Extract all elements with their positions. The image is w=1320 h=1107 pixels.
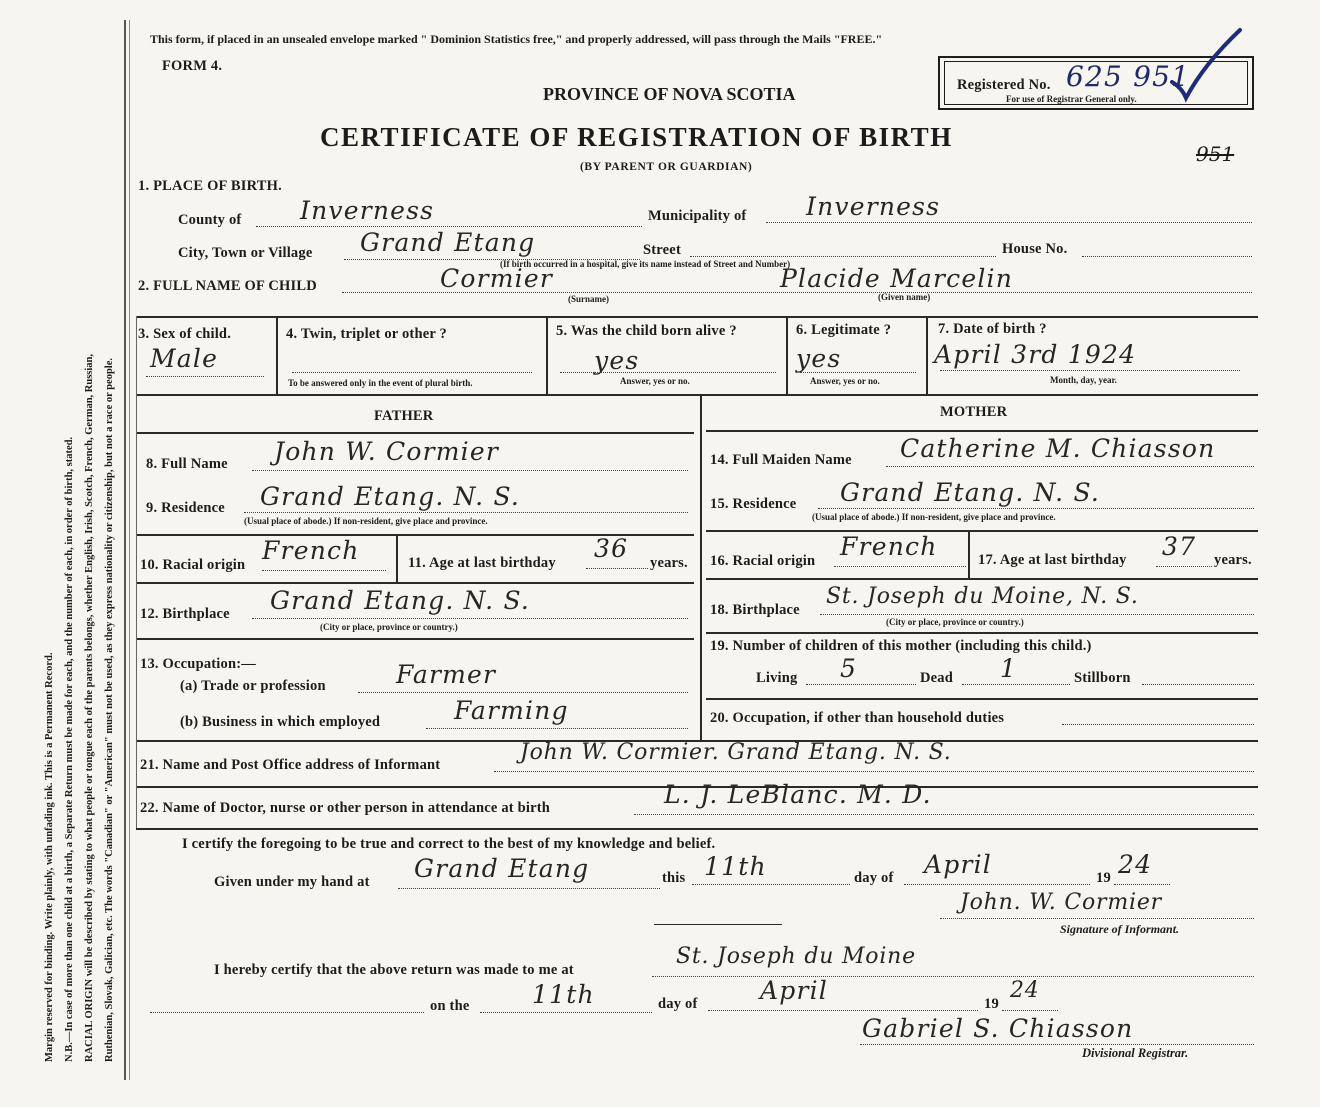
father-occupation-label: 13. Occupation:—	[140, 656, 256, 672]
county-line	[256, 226, 642, 227]
doctor-value: L. J. LeBlanc. M. D.	[664, 780, 932, 809]
legitimate-caption: Answer, yes or no.	[810, 376, 880, 386]
mother-birthplace-value: St. Joseph du Moine, N. S.	[826, 584, 1139, 609]
mother-birthplace-note: (City or place, province or country.)	[886, 617, 1024, 627]
father-race-line	[262, 570, 386, 571]
mother-name-label: 14. Full Maiden Name	[710, 452, 852, 468]
mother-birthplace-label: 18. Birthplace	[710, 602, 800, 618]
mother-race-line	[834, 566, 966, 567]
certificate-title: CERTIFICATE OF REGISTRATION OF BIRTH	[320, 122, 953, 152]
municipality-value: Inverness	[806, 192, 941, 221]
dead-line	[962, 684, 1070, 685]
mother-residence-note: (Usual place of abode.) If non-resident, give place and province.	[812, 512, 1056, 522]
sex-line	[146, 376, 264, 377]
father-birthplace-line	[252, 618, 688, 619]
mother-heading: MOTHER	[940, 404, 1008, 420]
form-number: FORM 4.	[162, 58, 223, 74]
margin-note-2: N.B.—In case of more than one child at a birth, a Separate Return must be made for each, and the number of each, in order of birth, stated.	[64, 436, 75, 1062]
registrar-note: For use of Registrar General only.	[1006, 94, 1137, 104]
mother-name-line	[886, 466, 1254, 467]
mother-race-value: French	[840, 532, 938, 561]
informant-signature-caption: Signature of Informant.	[1060, 922, 1180, 936]
child-given-name: Placide Marcelin	[780, 264, 1014, 293]
rule-row3-bottom	[136, 394, 1258, 396]
mother-residence-value: Grand Etang. N. S.	[840, 478, 1101, 507]
children-count-label: 19. Number of children of this mother (including this child.)	[710, 638, 1092, 654]
legitimate-line	[800, 372, 916, 373]
born-alive-caption: Answer, yes or no.	[620, 376, 690, 386]
given-day-value: 11th	[704, 852, 767, 881]
father-residence-value: Grand Etang. N. S.	[260, 482, 521, 511]
legitimate-value: yes	[796, 344, 842, 373]
mother-age-label: 17. Age at last birthday	[978, 552, 1127, 568]
rule-witness	[654, 924, 782, 925]
twin-note: To be answered only in the event of plural birth.	[288, 378, 473, 388]
rule-mother-16	[706, 578, 1258, 580]
stillborn-line	[1142, 684, 1254, 685]
father-residence-line	[244, 512, 688, 513]
registrar-year-value: 24	[1010, 978, 1040, 1003]
registrar-month-value: April	[760, 976, 828, 1005]
binding-rule	[124, 20, 126, 1080]
twin-line	[292, 372, 532, 373]
dead-label: Dead	[920, 670, 954, 686]
father-heading: FATHER	[374, 408, 434, 424]
date-of-birth-line	[940, 370, 1240, 371]
child-surname: Cormier	[440, 264, 553, 293]
father-residence-label: 9. Residence	[146, 500, 225, 516]
city-label: City, Town or Village	[178, 245, 313, 261]
mother-residence-label: 15. Residence	[710, 496, 797, 512]
informant-value: John W. Cormier. Grand Etang. N. S.	[520, 740, 952, 765]
municipality-line	[766, 222, 1252, 223]
rule-row3-v3	[786, 316, 788, 394]
father-business-value: Farming	[454, 696, 569, 725]
living-line	[806, 684, 916, 685]
informant-label: 21. Name and Post Office address of Informant	[140, 757, 441, 773]
father-birthplace-value: Grand Etang. N. S.	[270, 586, 531, 615]
registrar-day-line	[480, 1012, 652, 1013]
registrar-month-line	[708, 1010, 978, 1011]
house-label: House No.	[1002, 241, 1068, 257]
rule-father-10	[136, 582, 694, 584]
rule-row3-v4	[926, 316, 928, 394]
rule-father-10-v	[396, 534, 398, 582]
living-value: 5	[840, 654, 858, 683]
father-business-label: (b) Business in which employed	[180, 714, 381, 730]
father-name-line	[252, 470, 688, 471]
father-name-label: 8. Full Name	[146, 456, 228, 472]
mother-occupation-label: 20. Occupation, if other than household duties	[710, 710, 1005, 726]
rule-mother-16-v	[968, 530, 970, 578]
rule-mother-heading	[706, 430, 1258, 432]
rule-row3-v2	[546, 316, 548, 394]
given-place-line	[398, 888, 660, 889]
date-of-birth-label: 7. Date of birth ?	[938, 321, 1047, 337]
father-residence-note: (Usual place of abode.) If non-resident, give place and province.	[244, 516, 488, 526]
born-alive-line	[560, 372, 776, 373]
registrar-lead-line	[150, 1012, 424, 1013]
father-business-line	[426, 728, 688, 729]
mother-age-value: 37	[1162, 532, 1197, 561]
legitimate-label: 6. Legitimate ?	[796, 322, 892, 338]
certificate-subtitle: (BY PARENT OR GUARDIAN)	[580, 161, 753, 173]
margin-note-4: Ruthenian, Slovak, Galician, etc. The words "Canadian" or "American" must not be used, as they express nationality or citizenship, but not a race or people.	[104, 357, 115, 1062]
father-birthplace-note: (City or place, province or country.)	[320, 622, 458, 632]
father-race-value: French	[262, 536, 360, 565]
registered-number: 625 951	[1066, 60, 1191, 93]
given-under-label: Given under my hand at	[214, 874, 370, 890]
registrar-year-line	[1002, 1010, 1058, 1011]
date-of-birth-caption: Month, day, year.	[1050, 375, 1117, 385]
rule-mother-18	[706, 632, 1258, 634]
father-age-unit: years.	[650, 555, 688, 571]
registered-label: Registered No.	[957, 77, 1051, 93]
hospital-note: (If birth occurred in a hospital, give its name instead of Street and Number)	[500, 259, 791, 269]
rule-22	[136, 828, 1258, 830]
rule-row3-top	[136, 316, 1258, 318]
given-this-label: this	[662, 870, 686, 886]
mother-age-line	[1156, 566, 1212, 567]
father-trade-label: (a) Trade or profession	[180, 678, 326, 694]
given-place-value: Grand Etang	[414, 854, 590, 883]
margin-note-1: Margin reserved for binding. Write plainly, with unfading ink. This is a Permanent Record.	[44, 652, 55, 1062]
municipality-label: Municipality of	[648, 208, 747, 224]
rule-father-heading	[136, 432, 694, 434]
sex-label: 3. Sex of child.	[138, 326, 232, 342]
county-value: Inverness	[300, 196, 435, 225]
house-line	[1082, 256, 1252, 257]
date-of-birth-value: April 3rd 1924	[934, 340, 1137, 369]
born-alive-value: yes	[594, 346, 640, 375]
registrar-signature-caption: Divisional Registrar.	[1082, 1046, 1189, 1060]
parents-divider	[700, 394, 702, 740]
child-name-label: 2. FULL NAME OF CHILD	[138, 278, 317, 294]
rule-row3-v1	[276, 316, 278, 394]
born-alive-label: 5. Was the child born alive ?	[556, 323, 737, 339]
father-trade-value: Farmer	[396, 660, 497, 689]
place-of-birth-label: 1. PLACE OF BIRTH.	[138, 178, 282, 194]
father-age-value: 36	[594, 534, 629, 563]
given-month-line	[904, 884, 1090, 885]
stillborn-label: Stillborn	[1074, 670, 1131, 686]
father-name-value: John W. Cormier	[274, 437, 500, 466]
registrar-signature-line	[860, 1044, 1254, 1045]
registrar-statement: I hereby certify that the above return was made to me at	[214, 962, 574, 978]
dead-value: 1	[1000, 654, 1018, 683]
living-label: Living	[756, 670, 798, 686]
father-birthplace-label: 12. Birthplace	[140, 606, 230, 622]
registrar-on-label: on the	[430, 998, 470, 1014]
registrar-signature: Gabriel S. Chiasson	[862, 1014, 1134, 1043]
informant-signature: John. W. Cormier	[960, 890, 1162, 915]
registrar-year-prefix: 19	[984, 996, 999, 1012]
doctor-line	[634, 814, 1254, 815]
father-age-label: 11. Age at last birthday	[408, 555, 556, 571]
certify-statement: I certify the foregoing to be true and correct to the best of my knowledge and belief.	[182, 836, 716, 852]
informant-signature-line	[940, 918, 1254, 919]
check-mark-icon	[1168, 24, 1248, 104]
rule-mother-19	[706, 698, 1258, 700]
informant-line	[494, 771, 1254, 772]
postal-notice: This form, if placed in an unsealed envelope marked " Dominion Statistics free," and properly addressed, will pass through the Mails "FREE."	[150, 32, 883, 46]
surname-caption: (Surname)	[568, 294, 609, 304]
county-label: County of	[178, 212, 242, 228]
mother-race-label: 16. Racial origin	[710, 553, 816, 569]
mother-name-value: Catherine M. Chiasson	[900, 434, 1216, 463]
given-name-caption: (Given name)	[878, 292, 931, 302]
given-day-line	[692, 884, 850, 885]
father-race-label: 10. Racial origin	[140, 557, 246, 573]
mother-age-unit: years.	[1214, 552, 1252, 568]
sex-value: Male	[150, 344, 219, 373]
registrar-day-value: 11th	[532, 980, 595, 1009]
mother-birthplace-line	[820, 614, 1254, 615]
margin-note-3: RACIAL ORIGIN will be described by stating to what people or tongue each of the parents belongs, whether English, Irish, Scotch, French, German, Russian,	[84, 353, 95, 1062]
registrar-place-value: St. Joseph du Moine	[676, 944, 916, 969]
street-line	[690, 256, 996, 257]
city-value: Grand Etang	[360, 228, 536, 257]
doctor-label: 22. Name of Doctor, nurse or other person in attendance at birth	[140, 800, 551, 816]
rule-father-12	[136, 638, 694, 640]
father-trade-line	[358, 692, 688, 693]
twin-label: 4. Twin, triplet or other ?	[286, 326, 447, 342]
registrar-place-line	[652, 976, 1254, 977]
mother-occupation-line	[1062, 724, 1254, 725]
mother-residence-line	[818, 508, 1254, 509]
given-year-value: 24	[1118, 850, 1153, 879]
corner-mark: 951	[1196, 142, 1235, 166]
given-year-prefix: 19	[1096, 870, 1111, 886]
street-label: Street	[643, 242, 681, 258]
given-year-line	[1114, 884, 1170, 885]
form-left-border	[136, 316, 137, 828]
given-month-value: April	[924, 850, 992, 879]
binding-rule-inner	[129, 20, 130, 1080]
province-heading: PROVINCE OF NOVA SCOTIA	[543, 84, 796, 104]
registrar-dayof-label: day of	[658, 996, 698, 1012]
given-dayof-label: day of	[854, 870, 894, 886]
father-age-line	[586, 568, 648, 569]
